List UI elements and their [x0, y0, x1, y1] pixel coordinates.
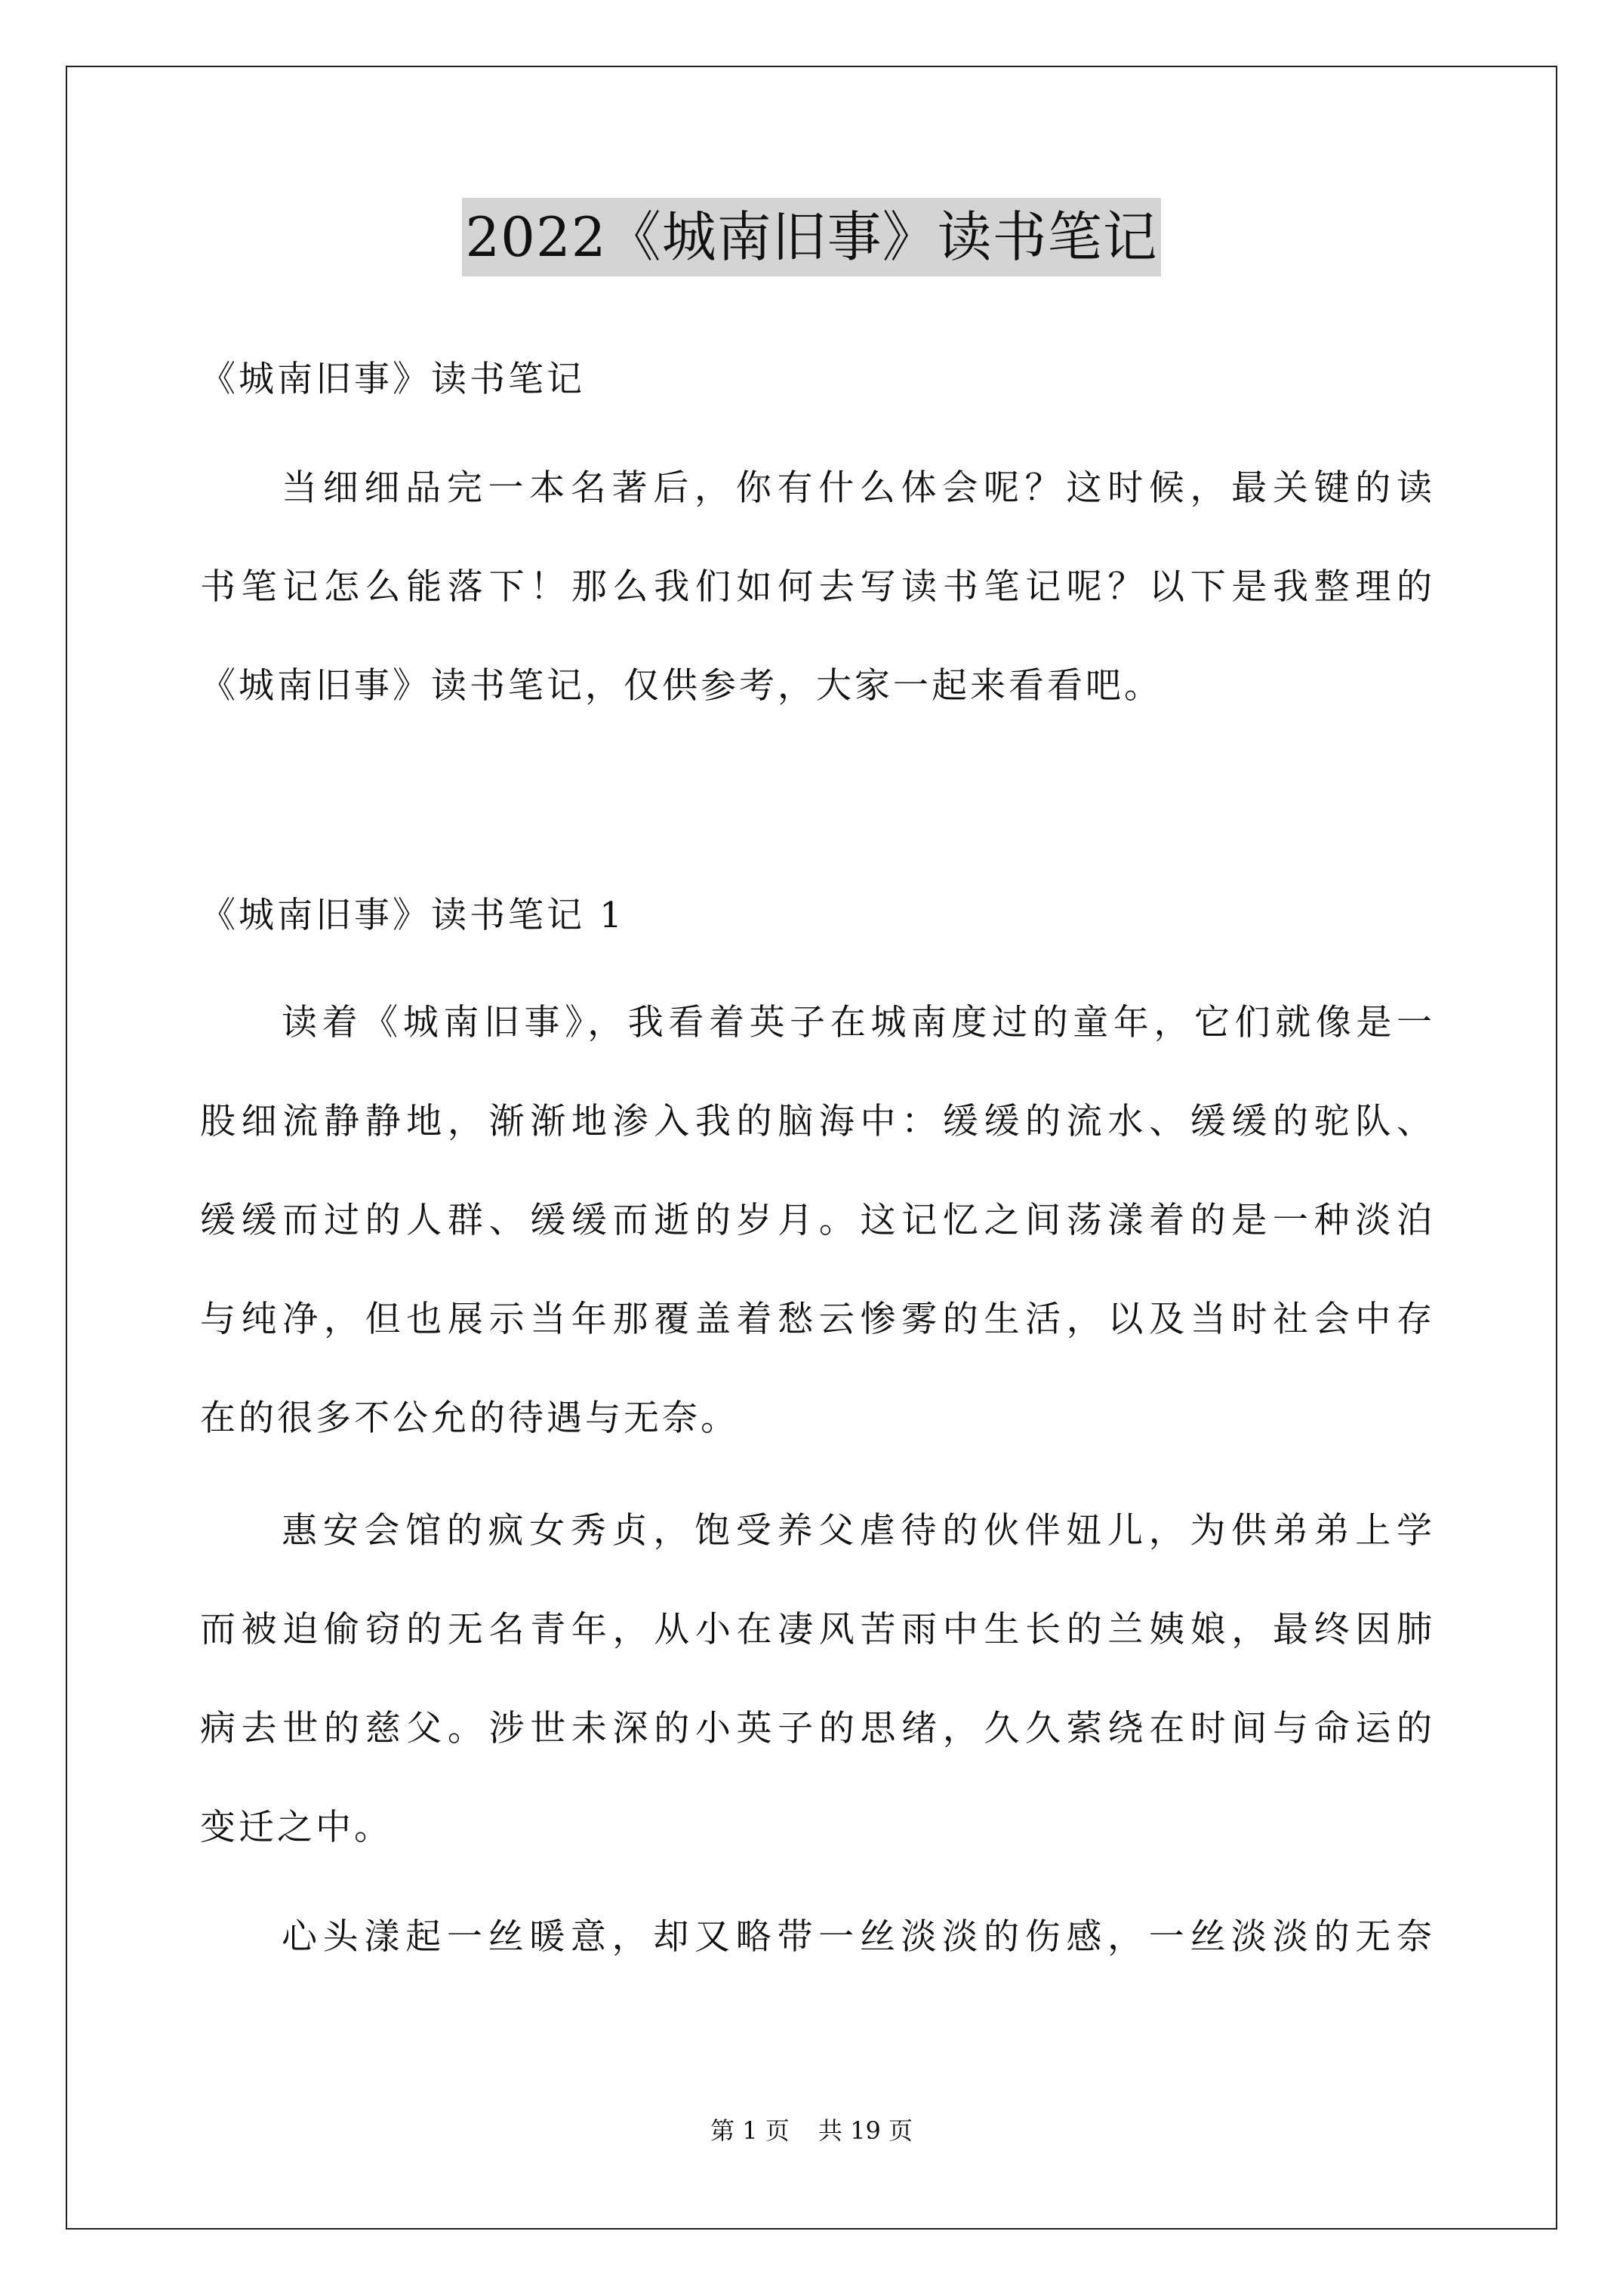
intro-paragraph	[200, 439, 1435, 735]
paragraph-3	[200, 1888, 1435, 1986]
intro-line: 《城南旧事》读书笔记，仅供参考，大家一起来看看吧。	[200, 665, 1163, 707]
section-heading: 《城南旧事》读书笔记 1	[200, 895, 625, 936]
paragraph-line: 股细流静静地，渐渐地渗入我的脑海中：缓缓的流水、缓缓的驼队、	[200, 1101, 1435, 1142]
title-container	[0, 198, 1623, 276]
page-total: 共 19 页	[818, 2116, 913, 2145]
paragraph-line: 与纯净，但也展示当年那覆盖着愁云惨雾的生活，以及当时社会中存	[200, 1299, 1435, 1340]
document-title: 2022《城南旧事》读书笔记	[462, 198, 1160, 276]
paragraph-line: 读着《城南旧事》，我看着英子在城南度过的童年，它们就像是一	[282, 1002, 1435, 1043]
page-number: 第 1 页	[710, 2116, 790, 2145]
paragraph-line: 心头漾起一丝暖意，却又略带一丝淡淡的伤感，一丝淡淡的无奈	[282, 1916, 1435, 1958]
intro-line: 当细细品完一本名著后，你有什么体会呢？这时候，最关键的读	[282, 467, 1435, 509]
intro-line: 书笔记怎么能落下！那么我们如何去写读书笔记呢？以下是我整理的	[200, 566, 1435, 608]
paragraph-line: 缓缓而过的人群、缓缓而逝的岁月。这记忆之间荡漾着的是一种淡泊	[200, 1200, 1435, 1241]
paragraph-line: 惠安会馆的疯女秀贞，饱受养父虐待的伙伴妞儿，为供弟弟上学	[282, 1510, 1435, 1552]
subheading: 《城南旧事》读书笔记	[200, 359, 585, 400]
paragraph-1	[200, 973, 1435, 1468]
paragraph-line: 在的很多不公允的待遇与无奈。	[200, 1398, 739, 1439]
paragraph-line: 变迁之中。	[200, 1807, 393, 1848]
paragraph-2	[200, 1481, 1435, 1877]
paragraph-line: 而被迫偷窃的无名青年，从小在凄风苦雨中生长的兰姨娘，最终因肺	[200, 1609, 1435, 1650]
paragraph-line: 病去世的慈父。涉世未深的小英子的思绪，久久萦绕在时间与命运的	[200, 1708, 1435, 1749]
page-footer	[0, 2116, 1623, 2146]
